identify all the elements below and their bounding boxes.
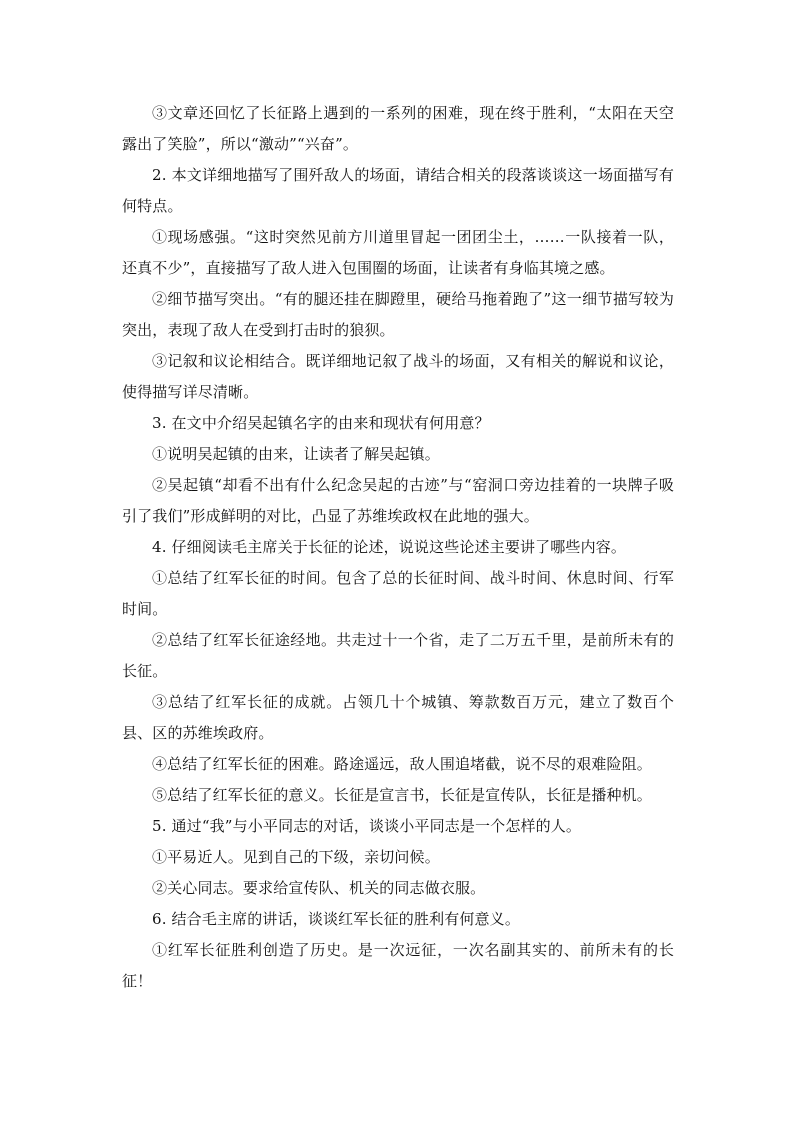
question-paragraph: 6. 结合毛主席的讲话，谈谈红军长征的胜利有何意义。 [152,910,520,928]
question-paragraph: 3. 在文中介绍吴起镇名字的由来和现状有何用意？ [152,414,490,432]
answer-paragraph: ⑤总结了红军长征的意义。长征是宣言书，长征是宣传队，长征是播种机。 [152,786,652,804]
answer-paragraph: ①平易近人。见到自己的下级，亲切问候。 [152,848,440,866]
answer-paragraph: ①红军长征胜利创造了历史。是一次远征，一次名副其实的、前所未有的长征！ [122,941,674,990]
answer-paragraph: ④总结了红军长征的困难。路途遥远，敌人围追堵截，说不尽的艰难险阻。 [152,755,652,773]
answer-paragraph: ①现场感强。“这时突然见前方川道里冒起一团团尘土，……一队接着一队，还真不少”，直接描写了敌人进入包围圈的场面，让读者有身临其境之感。 [122,228,674,277]
question-paragraph: 4. 仔细阅读毛主席关于长征的论述，说说这些论述主要讲了哪些内容。 [152,538,627,556]
answer-paragraph: ②细节描写突出。“有的腿还挂在脚蹬里，硬给马拖着跑了”这一细节描写较为突出，表现了敌人在受到打击时的狼狈。 [122,290,674,339]
answer-paragraph: ②总结了红军长征途经地。共走过十一个省，走了二万五千里，是前所未有的长征。 [122,631,674,680]
document-body [122,98,674,997]
answer-paragraph: ③记叙和议论相结合。既详细地记叙了战斗的场面，又有相关的解说和议论，使得描写详尽清晰。 [122,352,674,401]
question-paragraph: 5. 通过“我”与小平同志的对话，谈谈小平同志是一个怎样的人。 [152,817,582,835]
answer-paragraph: ②吴起镇“却看不出有什么纪念吴起的古迹”与“窑洞口旁边挂着的一块牌子吸引了我们”形成鲜明的对比，凸显了苏维埃政权在此地的强大。 [122,476,674,525]
answer-paragraph: ②关心同志。要求给宣传队、机关的同志做衣服。 [152,879,486,897]
answer-paragraph: ③总结了红军长征的成就。占领几十个城镇、筹款数百万元，建立了数百个县、区的苏维埃政府。 [122,693,674,742]
answer-paragraph: ③文章还回忆了长征路上遇到的一系列的困难，现在终于胜利，“太阳在天空露出了笑脸”，所以“激动”“兴奋”。 [122,104,674,153]
answer-paragraph: ①总结了红军长征的时间。包含了总的长征时间、战斗时间、休息时间、行军时间。 [122,569,674,618]
question-paragraph: 2. 本文详细地描写了围歼敌人的场面，请结合相关的段落谈谈这一场面描写有何特点。 [122,166,674,215]
answer-paragraph: ①说明吴起镇的由来，让读者了解吴起镇。 [152,445,440,463]
